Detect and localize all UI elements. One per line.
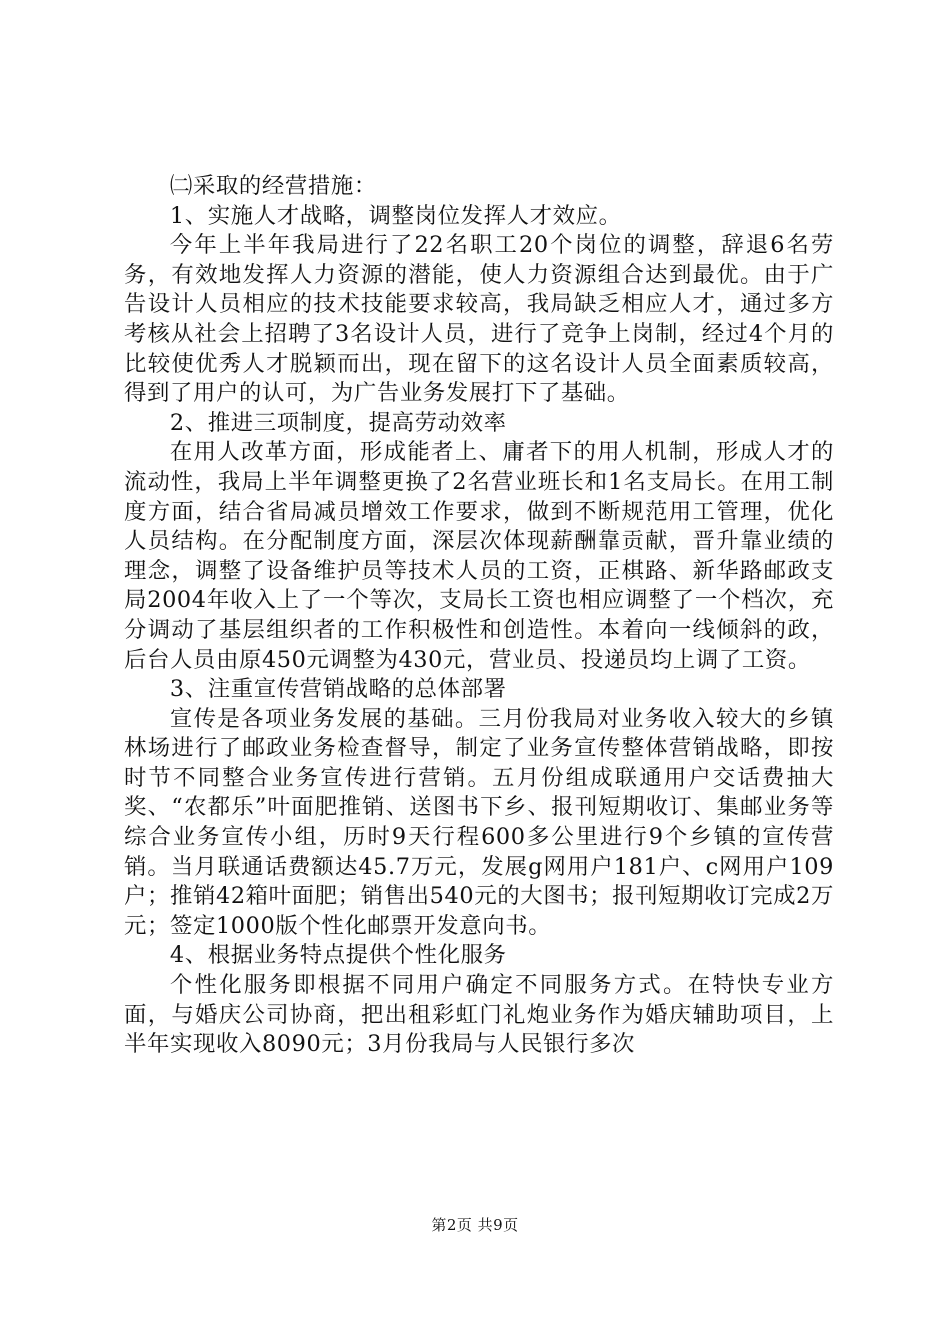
subheading-talent-strategy: 1、实施人才战略，调整岗位发挥人才效应。: [169, 202, 622, 229]
paragraph-marketing-strategy: 宣传是各项业务发展的基础。三月份我局对业务收入较大的乡镇林场进行了邮政业务检查督导，制定了业务宣传整体营销战略，即按时节不同整合业务宣传进行营销。五月份组成联通用户交话费抽大奖、“农都乐”叶面肥推销、送图书下乡、报刊短期收订、集邮业务等综合业务宣传小组，历时9天行程600多公里进行9个乡镇的宣传营销。当月联通话费额达45.7万元，发展g网用户181户、c网用户109户；推销42箱叶面肥；销售出540元的大图书；报刊短期收订完成2万元；签定1000版个性化邮票开发意向书。: [124, 705, 834, 939]
page-number-footer: 第2页 共9页: [431, 1216, 519, 1234]
document-body: [124, 172, 834, 1060]
section-heading: ㈡采取的经营措施：: [169, 173, 377, 199]
paragraph-personalized-service: 个性化服务即根据不同用户确定不同服务方式。在特快专业方面，与婚庆公司协商，把出租彩虹门礼炮业务作为婚庆辅助项目，上半年实现收入8090元；3月份我局与人民银行多次: [124, 972, 834, 1058]
subheading-personalized-service: 4、根据业务特点提供个性化服务: [169, 942, 507, 969]
subheading-marketing-strategy: 3、注重宣传营销战略的总体部署: [169, 676, 507, 703]
paragraph-three-systems: 在用人改革方面，形成能者上、庸者下的用人机制，形成人才的流动性，我局上半年调整更换了2名营业班长和1名支局长。在用工制度方面，结合省局减员增效工作要求，做到不断规范用工管理，优化人员结构。在分配制度方面，深层次体现薪酬靠贡献，晋升靠业绩的理念，调整了设备维护员等技术人员的工资，正棋路、新华路邮政支局2004年收入上了一个等次，支局长工资也相应调整了一个档次，充分调动了基层组织者的工作积极性和创造性。本着向一线倾斜的政，后台人员由原450元调整为430元，营业员、投递员均上调了工资。: [124, 439, 834, 673]
subheading-three-systems: 2、推进三项制度，提高劳动效率: [169, 409, 507, 436]
paragraph-talent-strategy: 今年上半年我局进行了22名职工20个岗位的调整，辞退6名劳务，有效地发挥人力资源的潜能，使人力资源组合达到最优。由于广告设计人员相应的技术技能要求较高，我局缺乏相应人才，通过多方考核从社会上招聘了3名设计人员，进行了竞争上岗制，经过4个月的比较使优秀人才脱颖而出，现在留下的这名设计人员全面素质较高，得到了用户的认可，为广告业务发展打下了基础。: [124, 232, 834, 407]
